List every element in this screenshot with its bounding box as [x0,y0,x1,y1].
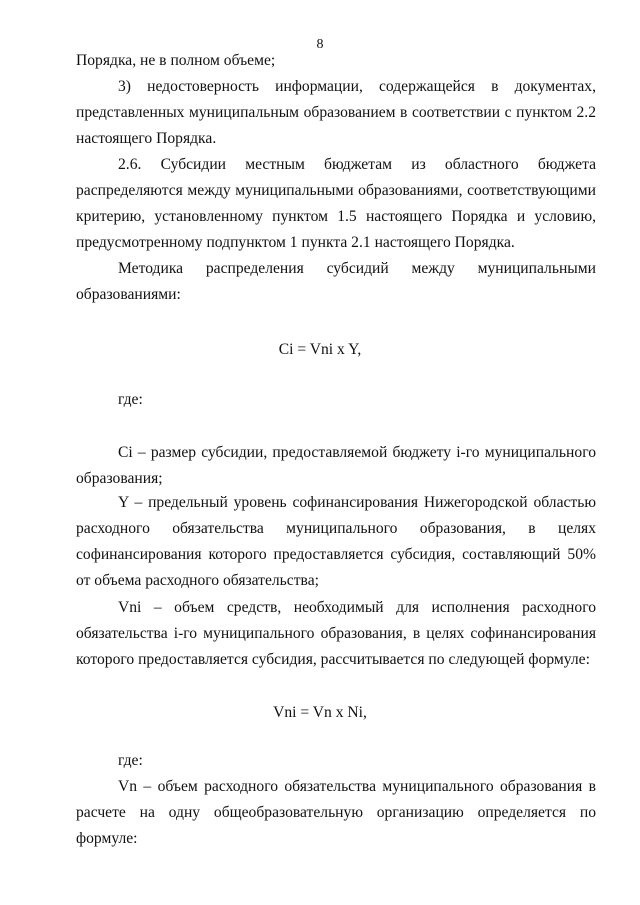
formula-vni: Vni = Vn x Ni, [273,704,367,721]
definition-y: Y – предельный уровень софинансирования Нижегородской областью расходного обязательства муниципального образования, в целях софинансирования которого предоставляется субсидия, составляющий 50% от объема расходного обязательства; [76,494,596,589]
where-label-2: где: [118,752,143,769]
definition-ci: Ci – размер субсидии, предоставляемой бюджету i-го муниципального образования; [76,444,596,487]
page-number: 8 [316,37,324,52]
paragraph-clause-2-6: 2.6. Субсидии местным бюджетам из областного бюджета распределяются между муниципальными образованиями, соответствующими критерию, установленному пунктом 1.5 настоящего Порядка и условию, предусмотренному подпунктом 1 пункта 2.1 настоящего Порядка. [76,156,596,251]
definition-vn: Vn – объем расходного обязательства муниципального образования в расчете на одну общеобразовательную организацию определяется по формуле: [76,778,596,847]
definition-vni: Vni – объем средств, необходимый для исполнения расходного обязательства i-го муниципального образования, в целях софинансирования которого предоставляется субсидия, рассчитывается по следующей формуле: [76,599,596,668]
where-label-1: где: [118,391,143,408]
paragraph-item-3: 3) недостоверность информации, содержащейся в документах, представленных муниципальным образованием в соответствии с пунктом 2.2 настоящего Порядка. [76,78,596,147]
paragraph-continuation: Порядка, не в полном объеме; [76,52,276,69]
formula-ci: Ci = Vni x Y, [278,341,362,358]
paragraph-methodology: Методика распределения субсидий между муниципальными образованиями: [76,260,596,303]
